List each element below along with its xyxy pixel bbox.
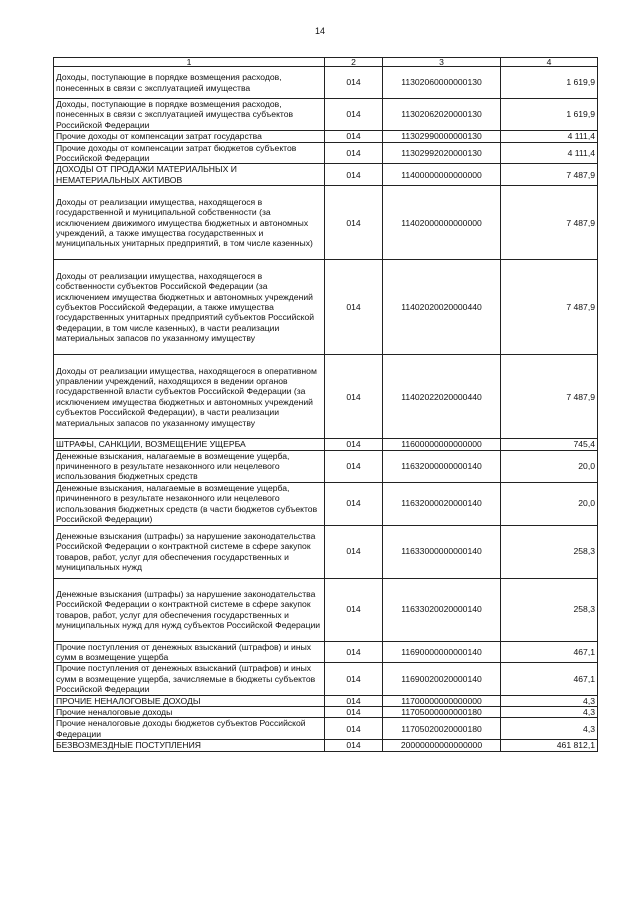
table-row xyxy=(54,99,598,131)
row-sum-cell: 467,1 xyxy=(501,641,598,663)
table-row xyxy=(54,706,598,717)
table-row xyxy=(54,695,598,706)
row-code-cell: 11633020020000140 xyxy=(383,578,501,641)
row-code-cell: 11600000000000000 xyxy=(383,439,501,450)
row-sum-cell: 4 111,4 xyxy=(501,142,598,164)
row-grbs-cell: 014 xyxy=(325,578,383,641)
row-sum-cell: 4,3 xyxy=(501,706,598,717)
row-name-cell: ШТРАФЫ, САНКЦИИ, ВОЗМЕЩЕНИЕ УЩЕРБА xyxy=(54,439,325,450)
revenue-table-body xyxy=(54,58,598,752)
table-row xyxy=(54,718,598,740)
row-code-cell: 11690020020000140 xyxy=(383,663,501,695)
row-name-cell: Доходы от реализации имущества, находящегося в собственности субъектов Российской Федерации (за исключением имущества бюджетных и автономных учреждений субъектов Российской Федерации, а также имущества государственных унитарных предприятий субъектов Российской Федерации, в том числе казенных), в части реализации материальных запасов по указанному имуществу xyxy=(54,260,325,355)
row-code-cell: 11302992020000130 xyxy=(383,142,501,164)
row-name-cell: Прочие поступления от денежных взысканий (штрафов) и иных сумм в возмещение ущерба, зачисляемые в бюджеты субъектов Российской Федерации xyxy=(54,663,325,695)
revenue-table xyxy=(53,57,598,752)
row-grbs-cell: 014 xyxy=(325,131,383,142)
row-code-cell: 11633000000000140 xyxy=(383,525,501,578)
row-name-cell: ПРОЧИЕ НЕНАЛОГОВЫЕ ДОХОДЫ xyxy=(54,695,325,706)
row-name-cell: ДОХОДЫ ОТ ПРОДАЖИ МАТЕРИАЛЬНЫХ И НЕМАТЕРИАЛЬНЫХ АКТИВОВ xyxy=(54,164,325,186)
row-grbs-cell: 014 xyxy=(325,355,383,439)
row-name-cell: Прочие неналоговые доходы бюджетов субъектов Российской Федерации xyxy=(54,718,325,740)
row-grbs-cell: 014 xyxy=(325,482,383,525)
row-name-cell: Доходы, поступающие в порядке возмещения расходов, понесенных в связи с эксплуатацией имущества субъектов Российской Федерации xyxy=(54,99,325,131)
row-sum-cell: 4 111,4 xyxy=(501,131,598,142)
row-sum-cell: 7 487,9 xyxy=(501,260,598,355)
row-code-cell: 11302060000000130 xyxy=(383,67,501,99)
row-code-cell: 11705000000000180 xyxy=(383,706,501,717)
row-sum-cell: 745,4 xyxy=(501,439,598,450)
table-row xyxy=(54,641,598,663)
row-code-cell: 20000000000000000 xyxy=(383,740,501,751)
row-sum-cell: 461 812,1 xyxy=(501,740,598,751)
row-code-cell: 11705020020000180 xyxy=(383,718,501,740)
row-name-cell: Доходы, поступающие в порядке возмещения расходов, понесенных в связи с эксплуатацией имущества xyxy=(54,67,325,99)
table-row xyxy=(54,131,598,142)
row-code-cell: 11632000020000140 xyxy=(383,482,501,525)
row-grbs-cell: 014 xyxy=(325,695,383,706)
table-row xyxy=(54,260,598,355)
row-grbs-cell: 014 xyxy=(325,450,383,482)
row-name-cell: Денежные взыскания, налагаемые в возмещение ущерба, причиненного в результате незаконного или нецелевого использования бюджетных средств (в части бюджетов субъектов Российской Федерации) xyxy=(54,482,325,525)
table-row xyxy=(54,142,598,164)
row-grbs-cell: 014 xyxy=(325,439,383,450)
table-row xyxy=(54,450,598,482)
table-row xyxy=(54,186,598,260)
row-name-cell: Доходы от реализации имущества, находящегося в оперативном управлении учреждений, находящихся в ведении органов государственной власти субъектов Российской Федерации (за исключением имущества бюджетных и автономных учреждений субъектов Российской Федерации), в части реализации материальных запасов по указанному имуществу xyxy=(54,355,325,439)
row-code-cell: 11700000000000000 xyxy=(383,695,501,706)
row-grbs-cell: 014 xyxy=(325,186,383,260)
row-grbs-cell: 014 xyxy=(325,525,383,578)
row-grbs-cell: 014 xyxy=(325,260,383,355)
table-row xyxy=(54,355,598,439)
row-sum-cell: 467,1 xyxy=(501,663,598,695)
row-grbs-cell: 014 xyxy=(325,706,383,717)
row-name-cell: Прочие неналоговые доходы xyxy=(54,706,325,717)
row-grbs-cell: 014 xyxy=(325,67,383,99)
row-code-cell: 11302990000000130 xyxy=(383,131,501,142)
row-grbs-cell: 014 xyxy=(325,641,383,663)
row-name-cell: Доходы от реализации имущества, находящегося в государственной и муниципальной собственности (за исключением движимого имущества бюджетных и автономных учреждений, а также имущества государственных и муниципальных унитарных предприятий, в том числе казенных) xyxy=(54,186,325,260)
page-number: 14 xyxy=(314,26,325,36)
row-code-cell: 11632000000000140 xyxy=(383,450,501,482)
table-row xyxy=(54,740,598,751)
row-name-cell: Прочие доходы от компенсации затрат государства xyxy=(54,131,325,142)
row-sum-cell: 258,3 xyxy=(501,525,598,578)
row-grbs-cell: 014 xyxy=(325,663,383,695)
row-sum-cell: 20,0 xyxy=(501,450,598,482)
row-grbs-cell: 014 xyxy=(325,718,383,740)
table-row xyxy=(54,164,598,186)
row-sum-cell: 7 487,9 xyxy=(501,164,598,186)
row-code-cell: 11402022020000440 xyxy=(383,355,501,439)
table-row xyxy=(54,663,598,695)
row-sum-cell: 7 487,9 xyxy=(501,355,598,439)
column-header-sum: 4 xyxy=(501,58,598,67)
row-sum-cell: 258,3 xyxy=(501,578,598,641)
row-name-cell: Прочие поступления от денежных взысканий (штрафов) и иных сумм в возмещение ущерба xyxy=(54,641,325,663)
row-sum-cell: 1 619,9 xyxy=(501,67,598,99)
table-row xyxy=(54,67,598,99)
column-header-grbs: 2 xyxy=(325,58,383,67)
row-code-cell: 11402020020000440 xyxy=(383,260,501,355)
table-row xyxy=(54,439,598,450)
row-sum-cell: 20,0 xyxy=(501,482,598,525)
row-grbs-cell: 014 xyxy=(325,99,383,131)
row-code-cell: 11400000000000000 xyxy=(383,164,501,186)
table-row xyxy=(54,578,598,641)
row-code-cell: 11690000000000140 xyxy=(383,641,501,663)
column-header-code: 3 xyxy=(383,58,501,67)
row-name-cell: Денежные взыскания (штрафы) за нарушение законодательства Российской Федерации о контрактной системе в сфере закупок товаров, работ, услуг для обеспечения государственных и муниципальных нужд xyxy=(54,525,325,578)
column-header-name: 1 xyxy=(54,58,325,67)
row-name-cell: Денежные взыскания (штрафы) за нарушение законодательства Российской Федерации о контрактной системе в сфере закупок товаров, работ, услуг для обеспечения государственных и муниципальных нужд для нужд субъектов Российской Федерации xyxy=(54,578,325,641)
row-grbs-cell: 014 xyxy=(325,142,383,164)
table-row xyxy=(54,482,598,525)
row-sum-cell: 7 487,9 xyxy=(501,186,598,260)
row-code-cell: 11302062020000130 xyxy=(383,99,501,131)
row-code-cell: 11402000000000000 xyxy=(383,186,501,260)
table-header-row xyxy=(54,58,598,67)
row-grbs-cell: 014 xyxy=(325,164,383,186)
row-sum-cell: 1 619,9 xyxy=(501,99,598,131)
row-grbs-cell: 014 xyxy=(325,740,383,751)
row-name-cell: Денежные взыскания, налагаемые в возмещение ущерба, причиненного в результате незаконного или нецелевого использования бюджетных средств xyxy=(54,450,325,482)
row-sum-cell: 4,3 xyxy=(501,718,598,740)
row-name-cell: БЕЗВОЗМЕЗДНЫЕ ПОСТУПЛЕНИЯ xyxy=(54,740,325,751)
table-row xyxy=(54,525,598,578)
row-sum-cell: 4,3 xyxy=(501,695,598,706)
row-name-cell: Прочие доходы от компенсации затрат бюджетов субъектов Российской Федерации xyxy=(54,142,325,164)
